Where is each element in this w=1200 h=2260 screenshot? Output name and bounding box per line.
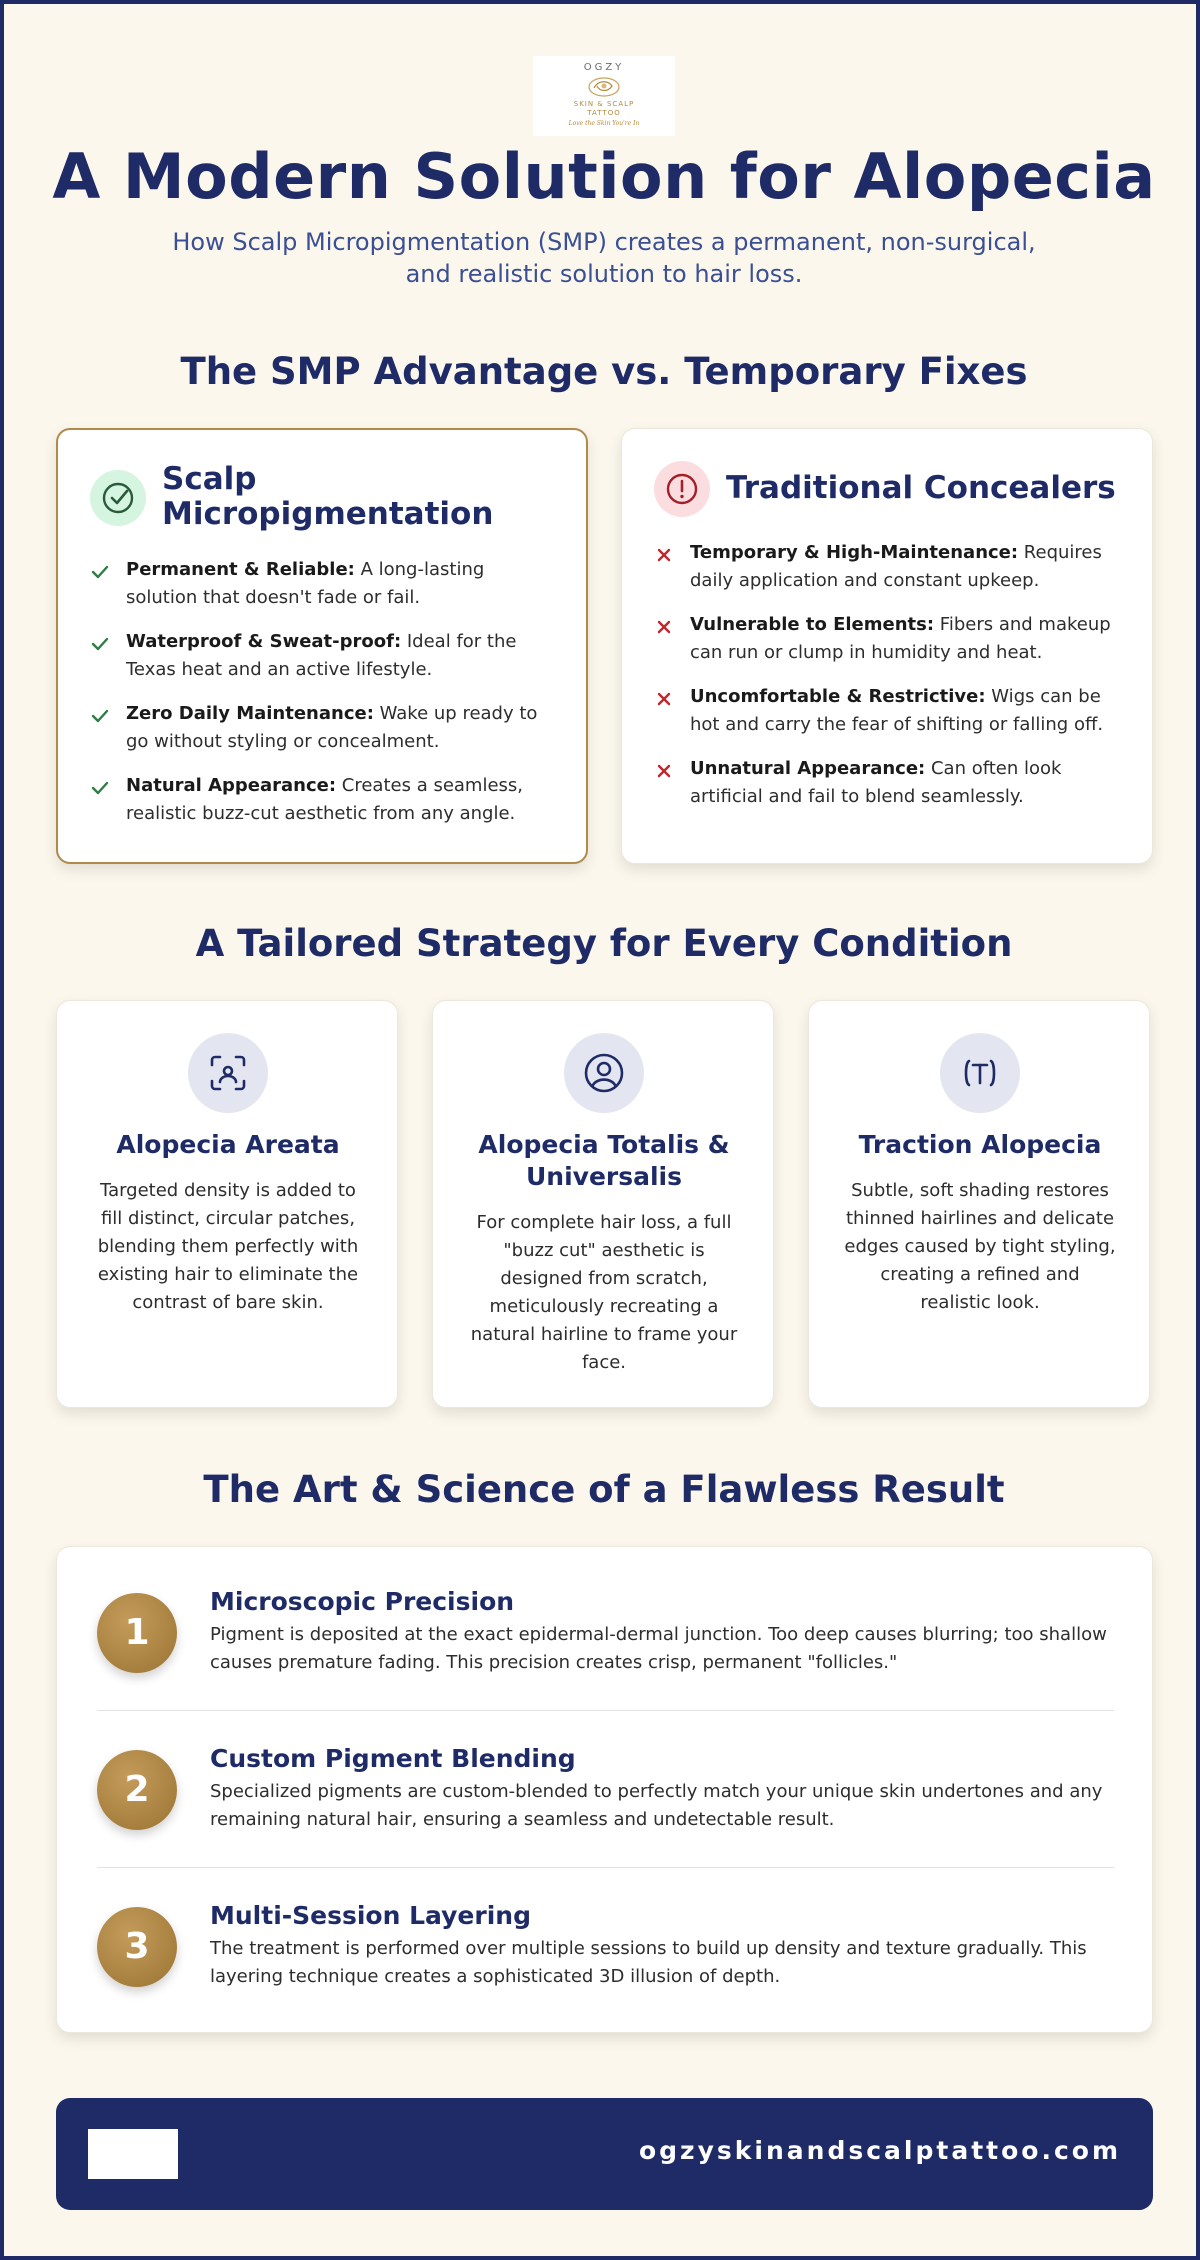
logo <box>533 56 675 136</box>
step-number-badge: 2 <box>97 1750 177 1830</box>
item-label: Waterproof & Sweat-proof: <box>126 631 402 652</box>
condition-card-areata <box>56 1000 398 1408</box>
footer-bar <box>56 2098 1153 2210</box>
condition-card-totalis <box>432 1000 774 1408</box>
logo-brand: OGZY <box>583 62 625 73</box>
item-label: Permanent & Reliable: <box>126 559 355 580</box>
item-label: Temporary & High-Maintenance: <box>690 542 1019 563</box>
condition-description: Targeted density is added to fill distinct, circular patches, blending them perfectly with existing hair to eliminate the contrast of bare skin. <box>97 1180 359 1313</box>
step-description: Specialized pigments are custom-blended to perfectly match your unique skin undertones and any remaining natural hair, ensuring a seamless and undetectable result. <box>210 1781 1103 1830</box>
condition-description: For complete hair loss, a full "buzz cut" aesthetic is designed from scratch, meticulously recreating a natural hairline to frame your face. <box>470 1212 738 1373</box>
item-text: Requires daily application and constant upkeep. <box>690 542 1102 591</box>
checkmark-icon <box>90 706 110 726</box>
step-number-badge: 1 <box>97 1593 177 1673</box>
logo-tagline: Love the Skin You're In <box>568 120 640 127</box>
condition-description: Subtle, soft shading restores thinned hairlines and delicate edges caused by tight styling, creating a refined and realistic look. <box>844 1180 1116 1313</box>
condition-title: Traction Alopecia <box>858 1130 1102 1159</box>
benefit-item <box>90 772 560 828</box>
x-mark-icon <box>654 689 674 709</box>
item-text: Wigs can be hot and carry the fear of shifting or falling off. <box>690 686 1104 735</box>
website-link[interactable]: ogzyskinandscalptattoo.com <box>638 2136 1121 2165</box>
item-label: Zero Daily Maintenance: <box>126 703 374 724</box>
benefit-item <box>90 628 560 684</box>
condition-title: Alopecia Totalis & Universalis <box>478 1130 730 1191</box>
traditional-drawback-list <box>654 539 1124 827</box>
step-divider <box>97 1867 1114 1868</box>
advantage-heading: The SMP Advantage vs. Temporary Fixes <box>180 350 1028 393</box>
x-mark-icon <box>654 617 674 637</box>
condition-card-traction <box>808 1000 1150 1408</box>
page-title: A Modern Solution for Alopecia <box>52 140 1156 213</box>
step-divider <box>97 1710 1114 1711</box>
step-title: Custom Pigment Blending <box>210 1744 576 1773</box>
logo-line-2: TATTOO <box>587 109 621 117</box>
step-title: Multi-Session Layering <box>210 1901 531 1930</box>
footer-logo-placeholder <box>88 2129 178 2179</box>
smp-benefit-list <box>90 556 560 844</box>
conditions-heading: A Tailored Strategy for Every Condition <box>195 922 1013 965</box>
condition-title: Alopecia Areata <box>116 1130 340 1159</box>
alert-circle-icon <box>654 461 710 517</box>
user-circle-icon <box>564 1033 644 1113</box>
x-mark-icon <box>654 761 674 781</box>
focus-scan-icon <box>188 1033 268 1113</box>
item-text: A long-lasting solution that doesn't fade or fail. <box>126 559 485 608</box>
checkmark-icon <box>90 778 110 798</box>
x-mark-icon <box>654 545 674 565</box>
step-description: Pigment is deposited at the exact epidermal-dermal junction. Too deep causes blurring; too shallow causes premature fading. This precision creates crisp, permanent "follicles." <box>210 1624 1107 1673</box>
item-text: Fibers and makeup can run or clump in humidity and heat. <box>690 614 1111 663</box>
item-text: Ideal for the Texas heat and an active lifestyle. <box>126 631 517 680</box>
logo-line-1: SKIN & SCALP <box>573 100 635 108</box>
traditional-card <box>621 428 1153 864</box>
smp-title: Scalp Micropigmentation <box>162 461 494 532</box>
traditional-title: Traditional Concealers <box>726 470 1116 506</box>
check-circle-icon <box>90 470 146 526</box>
drawback-item <box>654 539 1124 595</box>
step-title: Microscopic Precision <box>210 1587 515 1616</box>
item-label: Natural Appearance: <box>126 775 337 796</box>
drawback-item <box>654 755 1124 811</box>
smp-card <box>56 428 588 864</box>
item-text: Wake up ready to go without styling or concealment. <box>126 703 538 752</box>
item-text: Creates a seamless, realistic buzz-cut aesthetic from any angle. <box>126 775 524 824</box>
item-text: Can often look artificial and fail to blend seamlessly. <box>690 758 1062 807</box>
item-label: Vulnerable to Elements: <box>690 614 935 635</box>
text-tool-icon <box>940 1033 1020 1113</box>
benefit-item <box>90 556 560 612</box>
step-number-badge: 3 <box>97 1907 177 1987</box>
checkmark-icon <box>90 634 110 654</box>
page-subtitle: How Scalp Micropigmentation (SMP) creates a permanent, non-surgical, and realistic solution to hair loss. <box>172 228 1036 288</box>
item-label: Uncomfortable & Restrictive: <box>690 686 986 707</box>
drawback-item <box>654 683 1124 739</box>
logo-mark-icon <box>586 76 622 98</box>
process-steps-card <box>56 1546 1153 2033</box>
process-heading: The Art & Science of a Flawless Result <box>203 1468 1005 1511</box>
drawback-item <box>654 611 1124 667</box>
benefit-item <box>90 700 560 756</box>
item-label: Unnatural Appearance: <box>690 758 926 779</box>
checkmark-icon <box>90 562 110 582</box>
step-description: The treatment is performed over multiple sessions to build up density and texture gradually. This layering technique creates a sophisticated 3D illusion of depth. <box>210 1938 1087 1987</box>
